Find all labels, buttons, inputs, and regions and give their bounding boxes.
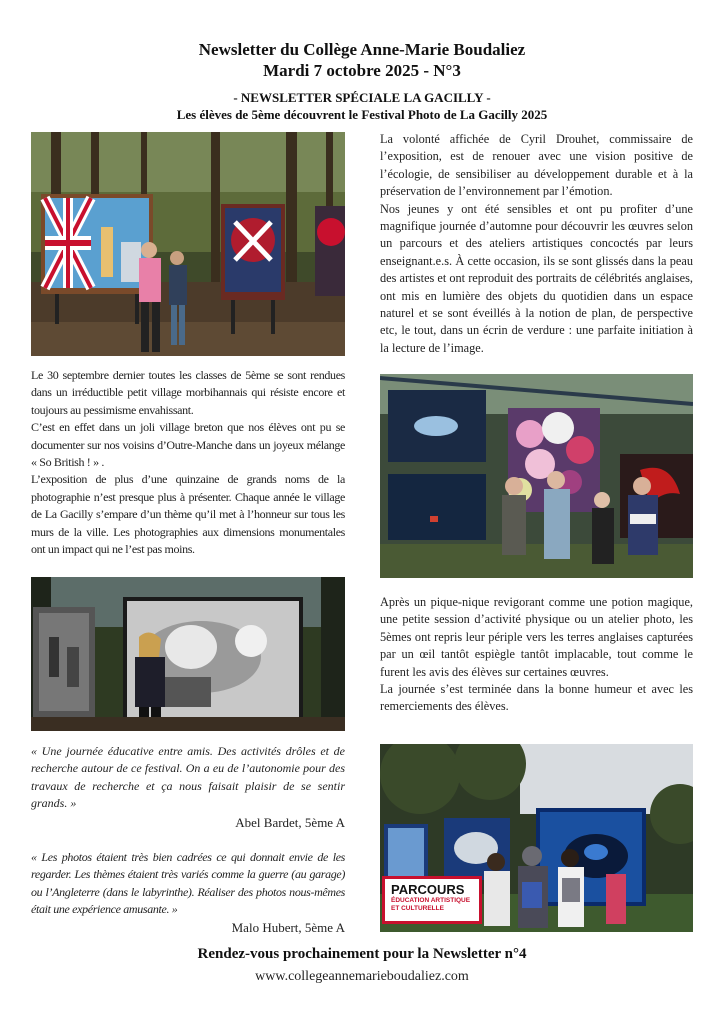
intro-paragraph-3: L’exposition de plus d’une quinzaine de grands noms de la photographie n’est presque plus à présenter. Chaque année le village de La Gacilly s’empare d’un thème qu’il met à l’honneur sur tous les murs de la ville. Les photographies aux dimensions monumentales ont un impact qui ne l’est pas moins. <box>31 472 345 557</box>
quote-2-author: Malo Hubert, 5ème A <box>231 920 345 935</box>
next-newsletter: Rendez-vous prochainement pour la Newsletter n°4 <box>197 946 527 962</box>
photo-forest-exhibition <box>31 132 345 356</box>
badge-line-1: ÉDUCATION ARTISTIQUE <box>391 897 471 904</box>
picnic-paragraph: Après un pique-nique revigorant comme une potion magique, une petite session d’activité physique ou un atelier photo, les 5èmes ont repris leur périple vers les terres anglaises capturées par un œil tantôt espiègle tantôt implacable, tout comme le furent les avis des élèves sur certaines œuvres. <box>380 595 693 679</box>
visit-paragraph: Nos jeunes y ont été sensibles et ont pu profiter d’une magnifique journée d’automne pour découvrir les œuvres selon un parcours et des ateliers artistiques concoctés par leurs enseignant.e.s. À cette occasion, ils se sont glissés dans la peau des artistes et ont reproduit des portraits de célébrités anglaises, ont mis en lumière des objets du quotidien dans un espace naturel et se sont éveillés à la notion de plan, de perspective etc, le tout, dans un écrin de verdure : une parfaite initiation à la lecture de l’image. <box>380 201 693 355</box>
quote-1-text: « Une journée éducative entre amis. Des activités drôles et de recherche autour de ce festival. On a eu de l’autonomie pour des travaux de recherche et ça nous faisait plaisir de se sentir grands. » <box>31 744 345 811</box>
right-intro-text <box>380 131 693 357</box>
intro-paragraph-2: C’est en effet dans un joli village breton que nos élèves ont pu se documenter sur nos voisins d’Outre-Manche dans un joyeux mélange « So British ! » . <box>31 420 345 470</box>
photo-student-bw-exhibit <box>31 577 345 731</box>
badge-line-2: ET CULTURELLE <box>391 905 444 912</box>
ending-paragraph: La journée s’est terminée dans la bonne humeur et avec les remerciements des élèves. <box>380 682 693 714</box>
newsletter-title: Newsletter du Collège Anne-Marie Boudaliez <box>198 40 526 59</box>
photo-students-blue-panels <box>380 744 693 932</box>
badge-title: PARCOURS <box>391 882 465 897</box>
website-url[interactable]: www.collegeannemarieboudaliez.com <box>255 969 469 984</box>
article-subtitle: Les élèves de 5ème découvrent le Festival Photo de La Gacilly 2025 <box>176 107 548 122</box>
right-middle-text <box>380 594 693 716</box>
photo-students-flowers <box>380 374 693 578</box>
newsletter-date: Mardi 7 octobre 2025 - N°3 <box>263 61 461 80</box>
special-heading: - NEWSLETTER SPÉCIALE LA GACILLY - <box>233 90 491 105</box>
left-intro-text <box>31 367 345 558</box>
curator-paragraph: La volonté affichée de Cyril Drouhet, commissaire de l’exposition, est de renouer avec une vision positive de l’écologie, de sensibiliser au développement durable et à la préservation de l’environnement par l’émotion. <box>380 132 693 199</box>
quote-2-text: « Les photos étaient très bien cadrées ce qui donnait envie de les regarder. Les thèmes étaient très variés comme la guerre (au garage) ou l’Angleterre (dans le labyrinthe). Réaliser des photos nous-mêmes était une expérience amusante. » <box>31 850 345 917</box>
intro-paragraph-1: Le 30 septembre dernier toutes les classes de 5ème se sont rendues dans un irréductible petit village morbihannais qui résiste encore et toujours au pessimisme envahissant. <box>31 368 345 417</box>
quote-1-author: Abel Bardet, 5ème A <box>235 815 345 830</box>
parcours-badge <box>382 876 482 924</box>
